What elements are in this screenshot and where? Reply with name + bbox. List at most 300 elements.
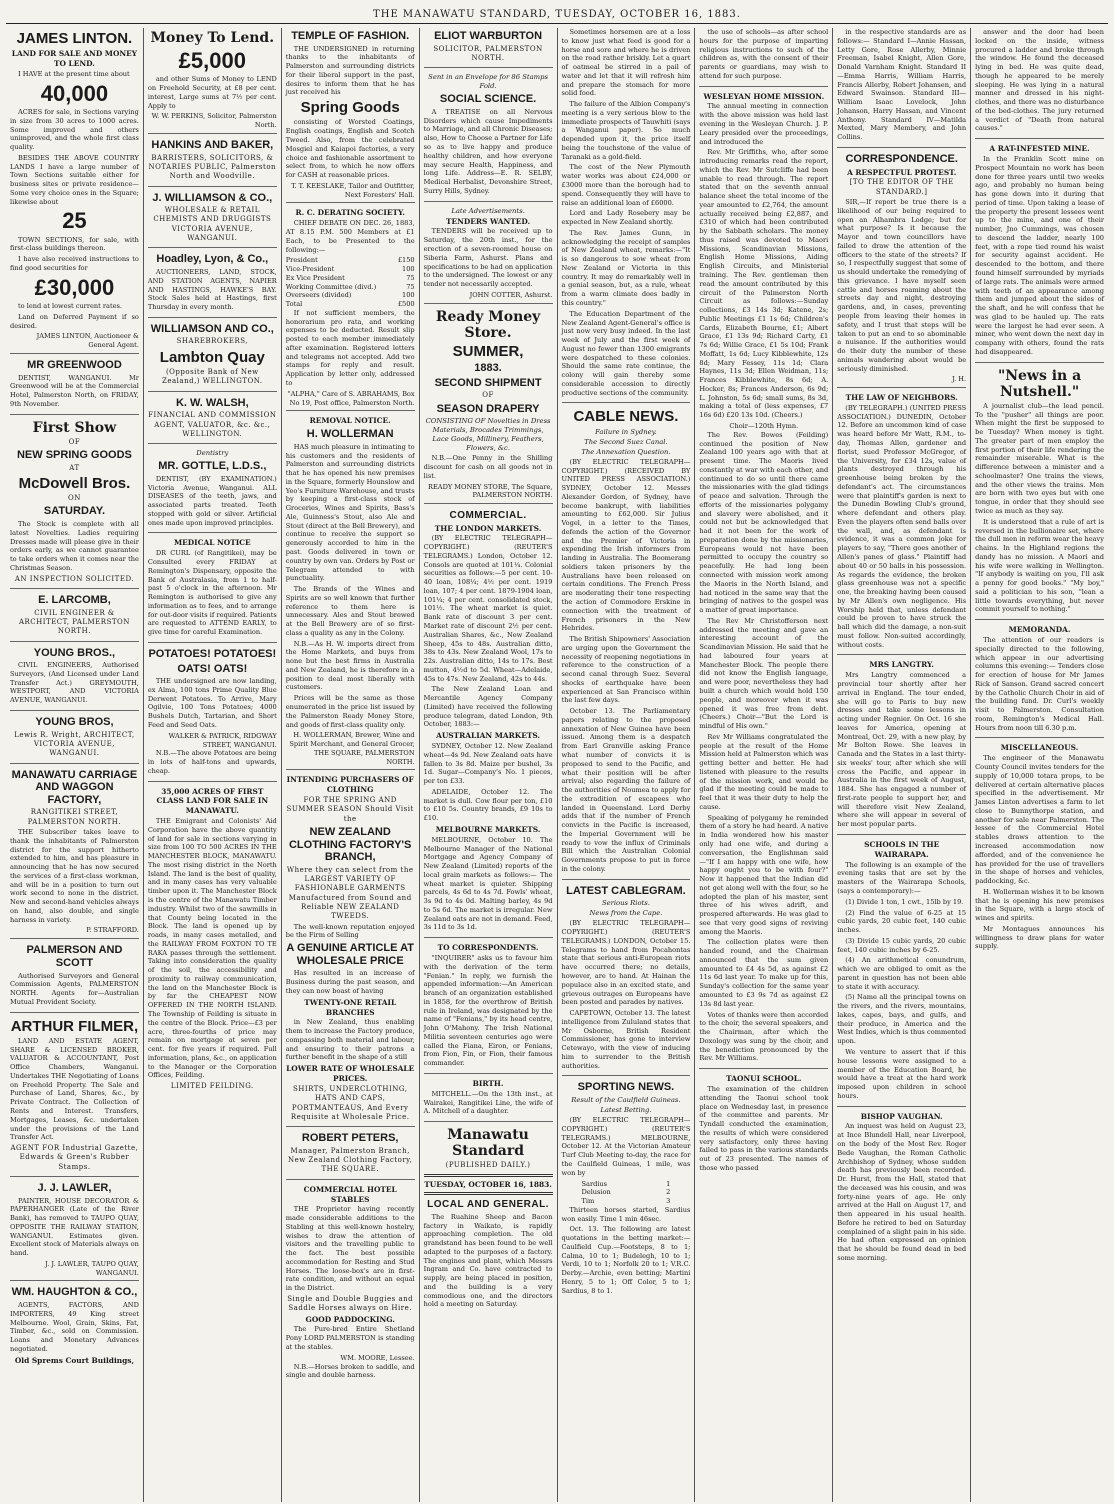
ps-p: Authorised Surveyors and General Commission Agents, PALMERSTON NORTH. Agents for—Australian Mutual Provident Society.: [10, 971, 139, 1006]
rms-drapery: SEASON DRAPERY: [436, 402, 540, 415]
rms-year: 1883.: [474, 362, 502, 375]
sporting-section: [562, 1081, 691, 1300]
fail-hd: Failure in Sydney.: [595, 427, 657, 436]
linton-p2: ACRES for sale, in Sections varying in size from 30 acres to 1000 acres. Some improved and others unimproved, and the whole first class quality.: [10, 108, 139, 152]
london-p: (BY ELECTRIC TELEGRAPH—COPYRIGHT.) (REUTER'S TELEGRAMS.) London, October 12. Consols are quoted at 101¼. Colonial securities as follows:—5 per cent. 10-40 loan, 108¼; 4½ per cent. 1919 loan, 107; 4 per cent. 1879-1904 loan, 101¼; 4 per cent. consolidated stock, 101½. The wheat market is quiet. Bank rate of discount 3 per cent. Market rate of discount 2½ per cent. Australian Shares, &c., New Zealand Sheep, 45s to 48s. Australian ditto, 38s to 43s. New Zealand Wool, 17s to 22s. Australian ditto, 14s to 17s. Best mutton, 4½d to 5d. Wheat—Adelaide, 45s to 47s. New Zealand, 42s to 44s.: [423, 534, 553, 683]
removal-sig: H. WOLLERMAN, Brewer, Wine and Spirit Merchant, and General Grocer, THE SQUARE, PALMERSTON NORTH.: [289, 731, 415, 766]
linton-big3: £30,000: [34, 274, 115, 300]
mcd-at: AT: [69, 463, 80, 472]
palmerson-ad: [10, 944, 139, 1012]
taonui-hd: TAONUI SCHOOL.: [726, 1074, 802, 1084]
ms-date: TUESDAY, OCTOBER 16, 1883.: [424, 1179, 552, 1189]
manchester-hd: 35,000 ACRES OF FIRST CLASS LAND FOR SALE IN MANAWATU.: [156, 786, 269, 816]
column-2: [144, 28, 282, 1502]
young2-ad: [10, 716, 139, 764]
nut-p: A journalist club—the lead pencil. To the "pusher" all things are poor. When might the first be supposed to be Tuesday? When money is tight. The greater part of men employ the first portion of their life rendering the remainder miserable. What is the difference between a minister and a schoolmaster? One trains the views, and the other views the trains. Men are born with two eyes but with one tongue, in order that they should see twice as much as they say.: [975, 401, 1104, 516]
potatoes-ad: [148, 648, 277, 782]
mcd-on: ON: [68, 494, 81, 503]
temple-sig: T. T. KEESLAKE, Tailor and Outfitter, Next Foresters' Hall.: [291, 181, 415, 199]
misc-p: The engineer of the Manawatu County Council invites tenders for the supply of 10,000 totara props, to be delivered at certain alternative places specified in the advertisement. Mr James Linton advertises a farm to let close to Bunnythorpe station, and another for sale near Palmerston. The lessee of the Commercial Hotel stables draws attention to the increased accommodation now afforded, and of the convenience he has provided for the use of travellers in the shape of horses and vehicles, paddocking, &c.: [975, 754, 1104, 886]
rms-sig: READY MONEY STORE, The Square, PALMERSTON NORTH.: [428, 482, 553, 500]
suez-hd: The Second Suez Canal.: [584, 437, 668, 446]
c5-p2: The failure of the Albion Company's meeting is a very serious blow to the immediate prospects of Tauwhiti (says a Wanganui paper). So much depended upon it, the price itself being the touchstone of the value of Taranaki as a gold-field.: [561, 100, 691, 161]
caul-hd: Result of the Caulfield Guineas.: [571, 1096, 681, 1105]
wesley-p2: Rev. Mr Griffiths, who, after some introducing remarks read the report, which the Rev. Mr Sutcliffe had been unable to read through. The report stated that on the seventh annual balance sheet the total income of the year amounted to £2,764, the amount actually received being £2,887, and £310 of which had been contributed by the Sabbath scholars. The money thus raised was devoted to Maori Missions, Scandinavian Missions, English Home Missions, Aiding English Circuits, and Ministerial training. The Rev. gentleman then read the amount contributed by this circuit of the Palmerston North Circuit as follows:—Sunday collections, £3 14s 3d; Katene, 2s; Public Meetings £1 1s 6d; Children's Cards, Elizabeth Bourne, £1; Albert Grace, £1 13s 9d; Richard Carty, £1 7s 6d; Willie Grace, £1 5s 10d; Frank Moffatt, 1s 6d; Lucy Kibblewhite, 12s 8d; Mary Fessey, 11s 1d; Clara Haynes, 11s 3d; Ellen Weidman, 11s; Frances Kibblewhite, 8s 6d; A. Hocker, 8s; Frances Anderson, 6s 9d; L. Johnston, 5s 6d; small sums, 8s 3d, making a total of (less expenses, £7 16s 6d) £20 13s 10d. (Cheers.): [699, 148, 829, 420]
lambton-p: (Opposite Bank of New Zealand,) WELLINGTON.: [161, 368, 263, 386]
waira-hd: SCHOOLS IN THE WAIRARAPA.: [864, 840, 940, 859]
prize-row: [286, 291, 415, 300]
wesley-choir: Choir—120th Hymn.: [729, 422, 799, 430]
prize-row: [286, 300, 415, 309]
rms-ad: [424, 309, 553, 505]
taonui-section: [699, 1074, 828, 1178]
horse-name: Tim: [581, 1197, 595, 1206]
mcd-of: OF: [68, 437, 81, 446]
clothing-p3: The well-known reputation enjoyed be the Firm of Selling: [285, 922, 415, 940]
rms-hd: Ready Money Store.: [435, 308, 541, 341]
hankins-ad: [148, 139, 277, 187]
prize-row: [286, 274, 415, 283]
rat-p: In the Franklin Scott mine on Prospect Mountain no work has been done for three years until two weeks ago, and probably no human being has gone down into it during that period of time. Upon taking a lease of the property the present lessees went up to the mine, and one of their number, Jno Cummings, was chosen to descend the ladder, nearly 100 feet, with a rope tied round his waist for security against accident. He descended to the bottom, and there found himself surrounded by myriads of large rats. The animals were armed with teeth of an appearance among them and jumped about the sides of the shaft, and he will confess that he was glad to be hauled up. The rats were the largest he had ever seen. A miner, who went down the next day in company with others, found the rats had disappeared.: [975, 155, 1104, 356]
medical-p: DR CURL (of Rangitikei), may be Consulted every FRIDAY at Remington's Dispensary, opposite the Bank of Australasia, from 1 to half-past 5 o'clock in the afternoon. Mr Remington is authorised to give any information as to fees, and to arrange for out-door visits if required. Patients are requested to ATTEND EARLY, to give time for careful Examination.: [147, 549, 277, 637]
linton-big2: 25: [62, 208, 87, 234]
columns: [6, 28, 1108, 1502]
linton-p7: Land on Deferred Payment if so desired.: [10, 312, 139, 330]
cable-p3: October 13. The Parliamentary papers relating to the proposed annexation of New Guinea have been issued. Among them is a despatch from Earl Granville asking France what number of convicts it is proposed to send to the Pacific, and what their position will be after arrival; also regarding the failure of the authorities of Noumea to apply for the extradition of escapees who landed in Queensland. Lord Derby adds that if the number of French convicts in the Pacific is increased, the Imperial Government will be ready to vow the influx of Criminals Bill which the Australian Colonial Governments propose to put in force in the colony.: [561, 707, 691, 873]
birth-hd: BIRTH.: [472, 1078, 504, 1088]
cwf-addr: RANGITIKEI STREET, PALMERSTON NORTH.: [27, 808, 122, 826]
wesley-p8: Votes of thanks were then accorded to the choir, the several speakers, and the Chairman, after which the Doxology was sung by the choir, and the benediction pronounced by the Rev. Mr Williams.: [699, 1010, 829, 1063]
horse-row: [582, 1188, 671, 1197]
vaughan-p: An inquest was held on August 23, at Ince Blundell Hall, near Liverpool, on the body of the Most Rev. Roger Bede Vaughan, the Roman Catholic Archbishop of Sydney, whose sudden death has previously been recorded. Dr. Hurst, from the Hall, stated that the deceased was his cousin, and was forty-nine years of age. He only arrived at the Hall on August 17, and then appeared in his usual health. Before he retired to bed on Saturday complained of a slight pain in his side. He had often expressed an opinion that he should be found dead in bed some morning.: [837, 1122, 967, 1262]
prize-row: [286, 265, 415, 274]
c8-intro: [975, 28, 1104, 139]
clothing-ad: [286, 775, 415, 1127]
column-6: [695, 28, 833, 1502]
linton-p3: BESIDES THE ABOVE COUNTRY LANDS I have a large number of Town Sections suitable either for business sites or private residence—Some very choice ones in the Square; likewise about: [10, 153, 139, 206]
removal-hd: REMOVAL NOTICE.: [309, 416, 391, 426]
corr-hd: TO CORRESPONDENTS.: [437, 943, 539, 953]
wesley-p: The annual meeting in connection with the above mission was held last evening in the Wesleyan Church. J. P. Leary presided over the proceedings, and introduced the: [699, 102, 829, 146]
clothing-hd: INTENDING PURCHASERS OF CLOTHING: [286, 775, 414, 795]
social-hd: SOCIAL SCIENCE.: [439, 93, 537, 106]
prize-list: [286, 256, 415, 309]
serious-hd: Serious Riots.: [601, 899, 650, 908]
potatoes-hd: POTATOES! POTATOES!: [148, 647, 277, 660]
stables-p: THE Proprietor having recently made considerable additions to the Stabling at this well-known hostelry, wishes to draw the attention of visitors and the travelling public to the fact. The best possible accommodation for Resting and Stud Horses. The loose-box's are in first-rate condition, and without an equal in the District.: [285, 1205, 415, 1293]
misc-hd: MISCELLANEOUS.: [1000, 743, 1079, 753]
protest-to: [TO THE EDITOR OF THE STANDARD.]: [849, 178, 954, 196]
tenders-ad: [424, 207, 553, 304]
wilson-ad: [148, 323, 277, 392]
masthead: [6, 6, 1108, 24]
clothing-name: NEW ZEALAND CLOTHING FACTORY'S BRANCH,: [288, 825, 412, 864]
latest-hd: LATEST CABLEGRAM.: [566, 884, 686, 897]
latest-section: [562, 885, 691, 1077]
potatoes-sig: WALKER & PATRICK, RIDGWAY STREET, WANGANUI.: [168, 731, 277, 749]
rc-sig: "ALPHA," Care of S. ABRAHAMS, Box No 19, Post office, Palmerston North.: [287, 389, 415, 407]
c5-p1: Sometimes horsemen are at a loss to know just what feed is good for a horse and sore and where he is driven on the road rather briskly. Let a quart of oatmeal be stirred in a pail of water and let that it will refresh him and prepare the stomach for more solid food.: [561, 28, 691, 98]
stables-ad: [286, 1185, 415, 1385]
misc-end: Mr Montagues announces his willingness to draw plans for water supply.: [975, 924, 1104, 951]
c5-p4: Lord and Lady Rosebery may be expected in New Zealand shortly.: [561, 209, 691, 227]
linton-sig: JAMES LINTON, Auctioneer & General Agent.: [36, 332, 139, 350]
horse-name: Sardius: [581, 1179, 608, 1188]
standard-masthead: [424, 1127, 553, 1314]
ms-name: Manawatu Standard: [447, 1127, 529, 1160]
local-p: The Ruahine Sheep and Bacon factory in Waikato, is rapidly approaching completion. The old grandstand has been found to be well adapted to the purposes of a factory. The engines and plant, which Messrs Ingram and Co. have contracted to supply, are being placed in position, and the building is a very commodious one, and the directors hold a meeting on Saturday.: [423, 1212, 553, 1309]
stables-nb: N.B.—Horses broken to saddle, and single and double harness.: [285, 1362, 415, 1380]
hankins-p: BARRISTERS, SOLICITORS, & NOTARIES PUBLIC, Palmerston North and Woodville.: [148, 153, 277, 181]
manchester-p: THE Emigrant and Colonists' Aid Corporation have the above quantity of land for sale in sections varying in size from 100 TO 500 ACRES IN THE MANCHESTER BLOCK, MANAWATU. The most rising district in the North Island. The land is the best of quality, and in many cases has very valuable timber upon it. The Manchester Block is the centre of the Manawatu Timber industry. Whilst two of the sawmills in that County being located in the Block. The land is opened up by roads, in many cases metalled, and the RAILWAY FROM FOXTON TO TE RAKA passes through the settlement. Taking into consideration the quality of the soil, the accessibility and proximity to railway communication, the land on the Manchester Block is by far the CHEAPEST NOW OFFERED IN THE NORTH ISLAND. The Township of Feilding is situate in the centre of the Block. Price—£3 per acre, three-fourths of price may remain on mortgage at seven per cent. for five years if required. Full information, plans, &c., on application to the Manager or the Corporation Offices, Feilding.: [147, 817, 277, 1080]
medical-hd: MEDICAL NOTICE: [173, 538, 251, 548]
wesley-p7: The collection plates were then handed round, and the Chairman announced that the sum given amounted to £4 4s 5d, as against £2 11s 6d last year. To make up for this, Sunday's collection for the same year amounted to £3 9s 7d as against £2 13s 8d last year.: [699, 938, 829, 1008]
wesley-section: [699, 92, 828, 1070]
latest-p: (BY ELECTRIC TELEGRAPH—COPYRIGHT.) (REUTER'S TELEGRAMS.) LONDON, October 15. Telegrams to hand from Pocahontas state that serious anti-European riots have occurred there; no details, however, are to hand. At Hainan the populace also in an excited state, and grievous outrages on Europeans have been posted and parades by natives.: [561, 919, 691, 1007]
money-amt: £5,000: [178, 48, 246, 74]
greenwood-ad: [10, 359, 139, 415]
haughton-p: AGENTS, FACTORS, AND IMPORTERS, 49 King street Melbourne. Wool, Grain, Skins, Fat, Timber, &c., sold on Commission. Loans and Monetary Advances negotiated.: [10, 1301, 139, 1353]
stables-p3: The Pure-bred Entire Shetland Pony LORD PALMERSTON is standing at the stables.: [285, 1325, 415, 1351]
tenders-p: TENDERS will be received up to Saturday, the 20th inst., for the erection of a seven-roomed house on Siberia Farm, Ashurst. Plans and specifications to be had on application to the undersigned. The lowest or any tender not necessarily accepted.: [423, 227, 553, 289]
linton-p1: I HAVE at the present time about: [18, 69, 130, 78]
column-1: [6, 28, 144, 1502]
young1-ad: [10, 647, 139, 711]
clothing-p2: Where they can select from the LARGEST VARIETY OF FASHIONABLE GARMENTS Manufactured from Sound and Reliable NEW ZEALAND TWEEDS.: [286, 865, 414, 921]
c5-p6: The Education Department of the New Zealand Agent-General's office is just now very busy indeed. In the last week of July and the first week of August no fewer than 1300 emigrants were despatched to these colonies. Should the same rate continue, the colony will gain thereby some considerable accession to directly productive sections of the community.: [561, 309, 691, 397]
local-hd: LOCAL AND GENERAL.: [427, 1199, 549, 1211]
horse-row: [582, 1197, 671, 1206]
clothing-branches: TWENTY-ONE RETAIL BRANCHES: [304, 997, 397, 1017]
lawler-ad: [10, 1182, 139, 1282]
cable-section: [562, 408, 691, 879]
filmer-name: ARTHUR FILMER,: [10, 1017, 139, 1035]
protest-hd: A RESPECTFUL PROTEST.: [847, 167, 957, 177]
cable-hd: CABLE NEWS.: [573, 408, 679, 426]
clothing-genuine: A GENUINE ARTICLE AT WHOLESALE PRICE: [286, 942, 414, 967]
hankins-name: HANKINS AND BAKER,: [151, 138, 274, 151]
waira-p4: We venture to assert that if this house lessons were assigned to a member of the Education Board, he would have a treat at the hard work imposed upon children in school hours.: [837, 1048, 967, 1100]
social-p: A TREATISE on all Nervous Disorders which cause Impediments to Marriage, and all Chronic Diseases; also, How to Choose a Partner for Life so as to live happy and produce healthy children, and how everyone may secure Health, Happiness, and long Life. Address—E. R. SELBY, Medical Herbalist, Devonshire Street, Surry Hills, Sydney.: [423, 107, 553, 195]
nutshell-section: [975, 368, 1104, 621]
sporting-p3: Oct. 13. The following are latest quotations in the betting market:—Caulfield Cup.—Footsteps, 8 to 1; Calma, 10 to 1; Budelegh, 10 to 1; Verdi, 10 to 1; Norfolk 20 to 1; V.R.C. Derby.—Archie, even betting; Martini Henry, 5 to 1; Off Color, 5 to 1; Sardius, 8 to 1.: [561, 1225, 691, 1295]
horse-place: 3: [666, 1197, 671, 1206]
lawler-name: J. J. LAWLER,: [37, 1181, 112, 1194]
taonui-p: The examination of the children attending the Taonui school took place on Wednesday last, in presence of the committee and parents. Mr Tyndall conducted the examination, the results of which were considered very satisfactory, only three having failed to pass in the various standards out of 23 presented. The names of those who passed: [699, 1084, 829, 1172]
corr-p: "INQUIRER" asks us to favour him with the derivation of the term "Fenian." In reply, we furnish the appended information:—An American branch of an organization established in 1858, for the overthrow of British rule in Ireland, was designated by the name of "Fenians," by its head centre, John O'Mahony. The Irish National Militia seventeen centuries ago were called the Fiana, Eiron, or Fenians, from Fion, Fin, or Fion, their famous commander.: [423, 954, 553, 1068]
rc-ad: [286, 208, 415, 411]
memo-section: [975, 625, 1104, 738]
horse-place: 2: [666, 1188, 671, 1197]
walsh-ad: [148, 397, 277, 445]
c8-p1: answer and the door had been locked on the inside, witness procured a ladder and broke through the window. He found the deceased lying in bed. He was quite dead, though he appeared to be merely sleeping. He was lying in a natural manner and dressed in his night-clothes, and there was no disturbance of the bed-clothes. The jury returned a verdict of "Death from natural causes.": [975, 28, 1104, 133]
waira-p: The following is an example of the evening tasks that are set by the masters of the Wairarapa Schools, (says a contemporary):—: [837, 860, 967, 895]
mcd-spring: NEW SPRING GOODS: [16, 449, 132, 461]
local-continued: [562, 28, 691, 403]
c5-p3: The cost of the New Plymouth water works was about £24,000 or £3000 more than the borough had to spend. Consequently they will have to raise an additional loan of £6000.: [561, 163, 691, 207]
peters-p: Manager, Palmerston Branch, New Zealand Clothing Factory, THE SQUARE.: [287, 1146, 413, 1174]
birth-p: MITCHELL.—On the 13th inst., at Wairakei, Rangitikei Line, the wife of A. Mitchell of a daughter.: [423, 1089, 553, 1116]
clothing-p5: in New Zealand, thus enabling them to increase the Factory produce, compassing both material and labour, and ensuring to their patrons a further benefit in the shape of a still: [285, 1018, 415, 1062]
commercial-hd: COMMERCIAL.: [449, 510, 527, 522]
mcd-p: The Stock is complete with all latest Novelties. Ladies requiring Dresses made will please give in their orders early, as we cannot guarantee to take orders when it comes near the Christmas Season.: [10, 520, 139, 572]
greenwood-name: MR GREENWOOD: [27, 358, 122, 371]
stables-paddock: GOOD PADDOCKING.: [305, 1314, 395, 1324]
williamson-p: WHOLESALE & RETAIL CHEMISTS AND DRUGGISTS VICTORIA AVENUE, WANGANUI.: [153, 206, 272, 243]
money-ad: [148, 30, 277, 134]
haughton-end: Old Sprems Court Buildings,: [14, 1355, 135, 1365]
clothing-lower: LOWER RATE OF WHOLESALE PRICES.: [286, 1064, 415, 1084]
linton-p6: to lend at lowest current rates.: [18, 302, 122, 311]
horse-name: Delusion: [581, 1188, 611, 1197]
prize-name: Total: [285, 300, 303, 309]
haughton-name: WM. HAUGHTON & CO.,: [11, 1286, 138, 1299]
walsh-p: FINANCIAL AND COMMISSION AGENT, VALUATOR, &c. &c., WELLINGTON.: [148, 411, 277, 438]
sporting-p: (BY ELECTRIC TELEGRAPH—COPYRIGHT.) (REUTER'S TELEGRAMS.) MELBOURNE, October 12. At the Victorian Amateur Turf Club Meeting to-day, the race for the Caulfield Guineas, 1 mile, was won by: [561, 1116, 691, 1177]
clothing-p6: SHIRTS, UNDERCLOTHING, HATS AND CAPS, PORTMANTEAUS, And Every Requisite at Wholesale Price.: [290, 1084, 410, 1121]
temple-p: THE UNDERSIGNED in returning thanks to the inhabitants of Palmerston and surrounding districts for their liberal support in the past, desires to inform them that he has just received his: [285, 44, 415, 97]
c7-corr-hd: CORRESPONDENCE.: [845, 152, 958, 165]
hoadley-ad: [148, 253, 277, 317]
wilson-name: WILLIAMSON AND CO.,: [150, 322, 274, 335]
vaughan-hd: BISHOP VAUGHAN.: [860, 1111, 943, 1121]
warburton-name: ELIOT WARBURTON: [434, 30, 543, 42]
rms-of: OF: [482, 391, 494, 400]
task-item: (1) Divide 1 ton, 1 cwt., 15lb by 19.: [845, 897, 964, 906]
prize-name: Vice-President: [285, 265, 335, 274]
misc-section: [975, 743, 1104, 956]
prize-name: President: [285, 256, 318, 265]
masthead-title: THE MANAWATU STANDARD, TUESDAY, OCTOBER 16, 1883.: [373, 9, 741, 20]
prize-name: Ex Vice President: [285, 273, 345, 282]
memo-hd: MEMORANDA.: [1008, 625, 1071, 635]
prize-value: 75: [406, 282, 415, 291]
money-sig: W. W. PERKINS, Solicitor, Palmerston North.: [151, 112, 277, 130]
column-8: [971, 28, 1108, 1502]
wesley-p3: The Rev. Bowes (Feilding) continued the position of New Zealand 100 years ago with that at present time. The Maoris lived constantly at war with each other, and continued to do so until there came the missionaries with the glad tidings of peace and salvation. Through the efforts of the missionaries polygamy and slavery were abolished, and it could not but be acknowledged that had it not been for the work of preparation done by the missionaries, Europeans would not have been permitted to occupy the country so peacefully. He had long been connected with mission work among the Maoris in the North Island, and had noticed in the same way that the bringing of natives to the gospel was a matter of great importance.: [699, 430, 829, 615]
late-hd: Late Advertisements.: [451, 206, 525, 215]
wilson-p: SHAREBROKERS,: [176, 337, 248, 346]
misc-p2: H. Wollerman wishes it to be known that he is opening his new premises in the Square, with a large stock of wines and spirits.: [975, 887, 1104, 923]
filmer-p: LAND AND ESTATE AGENT, SHARE & LICENSED BROKER, VALUATOR & ACCOUNTANT, Post Office Chambers, Wanganui. Undertakes THE Negotiating of Loans on Freehold Property. The Sale and Purchase of Land, Shares, &c., by Private Contract. The Collection of Rents and Interest. Transfers, Mortgages, Leases, &c. undertaken under the provisions of the Land Transfer Act.: [10, 1036, 139, 1142]
gittos-name: MR. GOTTLE, L.D.S.,: [158, 460, 267, 473]
waira-section: [837, 840, 966, 1107]
c5-p5: The Rev. James Gunn, in acknowledging the receipt of samples of New Zealand wheat, remarks:—"It is so dangerous to sow wheat from New Zealand or Victoria in this country. It may do remarkably well in a genial season, but, as a rule, wheat from a warm climate does badly in this country.": [561, 228, 691, 307]
birth-section: [424, 1079, 553, 1122]
austr-hd: AUSTRALIAN MARKETS.: [436, 731, 540, 741]
peters-name: ROBERT PETERS,: [301, 1132, 399, 1145]
horse-row: [582, 1180, 671, 1189]
clothing-p4: Has resulted in an increase of Business during the past season, and they can now boast of having: [285, 969, 415, 995]
nut-p2: It is understood that a rule of art is reversed in the bullionaire set, where the dull men in reform wear the heavy chains. In the Highland regions the dandy has no mission. A Maori and his wife were walking in Wellington. "If anybody is waiting on you, I'll ask a penny for good books." "My boy," said a politician to his son, "lean a little towards everything, but never commit yourself to nothing.": [975, 517, 1104, 614]
horse-place: 1: [666, 1179, 671, 1188]
removal-ad: [286, 416, 415, 770]
rc-hd: R. C. DERATING SOCIETY.: [295, 208, 405, 218]
larcomb-name: E. LARCOMB,: [38, 594, 111, 607]
carriage-ad: [10, 769, 139, 940]
dentist-ad: [148, 449, 277, 533]
stables-p2: Single and Double Buggies and Saddle Horses always on Hire.: [287, 1295, 414, 1313]
waira-p2: (4) An arithmetical conundrum, which we are obliged to omit as the parent in question has not been able to state it with accuracy.: [837, 956, 967, 991]
capetown-p: CAPETOWN, October 13. The latest intelligence from Zululand states that Mr Osborne, British Resident Commissioner, has gone to interview Cetewayo, with the view of inducing him to surrender to the British authorities.: [561, 1009, 691, 1070]
oats-hd: OATS! OATS!: [177, 662, 248, 675]
prize-name: Overseers (divided): [285, 291, 352, 300]
young1-p: CIVIL ENGINEERS, Authorised Surveyors, (And Licensed under Land Transfer Act.) GREYMOUTH, WESTPORT, AND VICTORIA AVENUE, WANGANUI.: [10, 661, 139, 705]
filmer-ad: [10, 1018, 139, 1177]
corr-section-2: [837, 153, 966, 388]
prize-name: Working Committee (divd.): [285, 282, 377, 291]
cwf-p: THE Subscriber takes leave to thank the inhabitants of Palmerston district for the support hitherto extended to him, and has pleasure in announcing that he has now secured the services of a first-class workman, and will be in a position to turn out work second to none in the district. New and second-hand vehicles always on hand, also double, and single harness in variety.: [10, 828, 139, 924]
hoadley-p: AUCTIONEERS, LAND, STOCK, AND STATION AGENTS, NAPIER AND HASTINGS, HAWKE'S BAY. Stock Sales held at Hastings, first Thursday in every month.: [147, 267, 277, 312]
column-3: [282, 28, 420, 1502]
langtry-p: Mrs Langtry commenced a provincial tour shortly after her arrival in England. The tour ended, she will go to Paris to buy new dresses and take some lessons in acting under Regnier. On Oct. 16 she leaves for America, opening at Montreal, Oct. 29, with a new play, by Mr Bolton Rowe. She leaves in Canada and the States in a last thirty-six weeks' tour, after which she will cross the Pacific, and appear in Australia in the first week of August, 1884. She has engaged a number of first-rate people to support her, and will therefore visit New Zealand, where she will appear in several of her most popular parts.: [837, 671, 967, 829]
adel-p: ADELAIDE, October 12. The market is dull. Cow flour per ton, £10 to £10 5s. Country brands, £9 10s to £10.: [423, 787, 553, 823]
sporting-hd: SPORTING NEWS.: [577, 1081, 675, 1094]
warburton-p: SOLICITOR, PALMERSTON NORTH.: [433, 44, 543, 62]
c7-p1: in the respective standards are as follows:— Standard I—Annie Hassan, Letty Gore, Rose Allerby, Minnie Freeman, Isabel Knight, Allen Gore, Donald Varnham Knight. Standard II—Emma Harris, William Harris, Francis Allerby, Robert Johansen, and Edward Swainson. Standard III—William Isaac Lovelock, John Johanson, Harry Hassan, and Vincent Anthony. Standard IV—Matilda Mexted, Mary Membery, and John Collins.: [837, 28, 967, 142]
task-item: (3) Divide 15 cubic yards, 20 cubic feet, 140 cubic inches by 6-25.: [837, 936, 967, 954]
rat-hd: A RAT-INFESTED MINE.: [989, 144, 1090, 154]
linton-ad: [10, 30, 139, 354]
walsh-name: K. W. WALSH,: [175, 396, 249, 409]
peters-ad: [286, 1132, 415, 1180]
tenders-hd: TENDERS WANTED.: [445, 216, 531, 226]
law-p: (BY TELEGRAPH.) (UNITED PRESS ASSOCIATION.) DUNEDIN, October 12. Before an uncommon kind of case was heard before Mr Watt, R.M., to-day, Thomas Allen, gardener and florist, sued Professor McGregor, of the University, for £34 12s, value of plants destroyed through his greenhouse being broken by the defendant's act. The circumstances were that plaintiff's garden is next to the Dunedin Bowling Club's ground, where defendant and others play. Even the players often send balls over the wall, and, as defendant is evidence, it was a common joke for players to say, "There goes another of Allen's panes of glass." Plaintiff had about 40 or 50 balls in his possession. As regards the evidence, the broken glass greenhouse was not a specific one, the breaking having been caused by Mr Allen's own negligence. His Worship held that, unless defendant could be proven to have struck the ball which did the damage, a non-suit must follow. Non-suited accordingly, without costs.: [837, 403, 967, 649]
linton-big1: 40,000: [40, 80, 109, 106]
c7-intro: [837, 28, 966, 148]
cape-hd: News from the Cape.: [589, 909, 663, 918]
young2-name: YOUNG BROS,: [35, 716, 114, 729]
manchester-end: LIMITED FEILDING.: [170, 1082, 254, 1091]
money-title: Money To Lend.: [150, 30, 275, 46]
spring-goods: Spring Goods: [300, 99, 400, 117]
horse-list: [562, 1180, 691, 1206]
rms-nb: N.B.—One Penny in the Shilling discount for cash on all goods not in list.: [423, 454, 553, 480]
column-4: [420, 28, 558, 1502]
mcd-day: SATURDAY.: [43, 505, 105, 518]
temple-ad: [286, 30, 415, 203]
commercial-section: [424, 509, 553, 938]
wesley-hd: WESLEYAN HOME MISSION.: [703, 91, 825, 101]
langtry-hd: MRS LANGTRY.: [869, 660, 934, 670]
medical-ad: [148, 538, 277, 643]
removal-p2: The Brands of the Wines and Spirits are so well known that further reference to them here is unnecessary. Ales and Stout brewed at the Bell Brewery are of so first-class a quality as any in the Colony.: [285, 585, 415, 637]
manchester-ad: [148, 787, 277, 1096]
nut-hd: "News in a Nutshell.": [997, 367, 1082, 400]
removal-p3: Prices will be the same as those enumerated in the price list issued by the Palmerston Ready Money Store, and goods of first-class quality only.: [285, 694, 415, 729]
protest-p: SIR,—If report be true there is a likelihood of our being required to open an Alhambra Lodge; but for what purpose? Is it because the Mayor and town councillors have failed to draw the attention of the officers to the state of the streets? If so, I respectfully suggest that some of us should undertake the remedying of this grievance. I have myself seen cattle and horses roaming about the streets day and night, destroying gardens, and, in cases, preventing people from leaving their homes in safety, and I trust that steps will be taken to put an end to so abominable a nuisance. If the authorities would do their duty the number of these animals wandering about would be seriously diminished.: [837, 198, 967, 373]
prize-value: £500: [397, 300, 415, 309]
linton-name: JAMES LINTON.: [16, 30, 133, 47]
ps-name: PALMERSON AND SCOTT: [26, 944, 123, 969]
warburton-ad: [424, 30, 553, 68]
young1-name: YOUNG BROS.,: [33, 646, 116, 659]
linton-p5: I have also received instructions to find good securities for: [10, 255, 139, 273]
social-p0: Sent in an Envelope for 86 Stamps Fold.: [428, 73, 548, 91]
rc-p: CHIEF DEBATE ON DEC. 26, 1883, AT 8.15 P.M. 500 Members at £1 Each, to be Presented to the following:—: [285, 219, 415, 254]
waira-p3: (5) Name all the principal towns on the rivers, and the rivers, mountains, lakes, capes, bays, and gulfs, and their produce, in America and the West Indies, which is thus commented upon.: [837, 993, 967, 1046]
prize-value: 100: [402, 265, 415, 274]
money-p: and other Sums of Money to LEND on Freehold Security, at £8 per cent. interest, Large sums at 7½ per cent. Apply to: [147, 75, 277, 110]
langtry-section: [837, 660, 966, 835]
wolle-name: H. WOLLERMAN: [306, 428, 394, 441]
prize-value: 75: [406, 273, 415, 282]
annex-hd: The Annexation Question.: [581, 447, 671, 456]
protest-sig: J. H.: [951, 375, 967, 384]
williamson-ad: [148, 192, 277, 249]
temple-p2: consisting of Worsted Coatings, English coatings, English and Scotch Tweed. Also, from the celebrated Mosgiel and Kaiapoi factories, a very choice and fashionable assortment to select from, to which he now offers for CASH at reasonable prices.: [285, 118, 415, 180]
lawler-sig: J. J. LAWLER, TAUPO QUAY, WANGANUI.: [45, 1259, 139, 1277]
removal-p: HAS much pleasure in intimating to his customers and the residents of Palmerston and surrounding districts that he has opened his new premises in the Square, formerly Hounslow and Yeo's Furniture Warehouse, and trusts by keeping a first-class stock of Groceries, Wines and Spirits, Bass's Ale, Guinness's Stout, also Ale and Stout (direct at the Bell Brewery), and continue to receive the support so generously accorded to him in the past. Goods delivered in town or country by own van. Orders by Post or Telegram attended to with punctuality.: [285, 442, 415, 583]
mcd-insp: AN INSPECTION SOLICITED.: [14, 574, 135, 583]
prize-row: [286, 283, 415, 292]
williamson-name: J. WILLIAMSON & CO.,: [152, 191, 273, 204]
tenders-sig: JOHN COTTER, Ashurst.: [469, 290, 553, 299]
cable-p: (BY ELECTRIC TELEGRAPH—COPYRIGHT.) (RECEIVED BY UNITED PRESS ASSOCIATION.) SYDNEY, October 12. Messrs Alexander Gordon, of Sydney, have become bankrupt, with liabilities amounting to £62,000. Sir Julius Vogel, in a letter to the Times, defends the action of the Governor and the Premier of Victoria in expending the Irish informers from landing in Australia. The Boomerang soldiers taken prisoners by the Australians have been released on certain conditions. The French Press are moderating their tone respecting the action of Commodore Erskine in connection with the treatment of French prisoners in the New Hebrides.: [561, 457, 691, 633]
wesley-p5: Rev Mr Williams congratulated the people at the result of the Home Mission held at Palmerston which was getting better and better. He had listened with pleasure to the results of the mission work, and would be glad if the meeting could be made to feel that it was their duty to help the cause.: [699, 732, 829, 811]
haughton-ad: [10, 1286, 139, 1369]
wesley-p6: Speaking of polygamy he reminded them of a story he had heard. A native in India wondered how his master only had one wife, and during a conversation, the Englishman said—"If I am happy with one wife, how happy ought you to be with four?" Now it happened that the Indian did not get along well with the four, so he adopted the plan of his master, sent three of his wives adrift, and prospered afterwards. He was glad to see that very good signs of reviving among the Maoris.: [699, 813, 829, 936]
potatoes-nb: N.B.—The above Potatoes are being in lots of half-tons and upwards, cheap.: [147, 749, 277, 775]
austr-p: SYDNEY, October 12. New Zealand wheat—4s 9d. New Zealand oats have fallen to 3s 8d. Maize per bushel, 3s 1d. Sugar—Company's No. 1 pieces, per ton £33.: [423, 742, 553, 786]
rms-second: SECOND SHIPMENT: [434, 376, 542, 389]
london-hd: THE LONDON MARKETS.: [434, 523, 542, 533]
law-section: [837, 393, 966, 655]
stables-hd: COMMERCIAL HOTEL STABLES: [303, 1184, 397, 1204]
young2-p: Lewis R. Wright, ARCHITECT, VICTORIA AVENUE, WANGANUI.: [14, 730, 135, 758]
social-ad: [424, 73, 553, 201]
prize-row: [286, 256, 415, 265]
rat-section: [975, 144, 1104, 362]
larcomb-ad: [10, 594, 139, 642]
london-p2: The New Zealand Loan and Mercantile Agency Company (Limited) have received the following produce telegram, dated London, 9th October, 1883:—: [423, 685, 553, 729]
task-item: (2) Find the value of 6-25 at 15 cubic yards, 20 cubic feet, 140 cubic inches.: [837, 908, 967, 935]
melb-p: MELBOURNE, October 10. The Melbourne Manager of the National Mortgage and Agency Company of New Zealand (Limited) reports of the local grain markets as follows:— The wheat market is quieter. Shipping parcels, 4s 6d to 4s 7d. Fowls' wheat, 3s 9d to 4s 0d. Malting barley, 4s 9d to 5s 6d. The market is irregular. New Zealand oats are not in demand. Feed, 3s 11d to 3s 1d.: [423, 835, 553, 932]
removal-nb: N.B.—As H. W. imports direct from the Home Markets, and buys from none but the best firms in Australia and New Zealand, he is therefore in a position to deal most liberally with customers.: [285, 639, 415, 692]
cwf-name: MANAWATU CARRIAGE AND WAGGON FACTORY,: [11, 768, 138, 806]
hoadley-name: Hoadley, Lyon, & Co.,: [156, 253, 269, 266]
melb-hd: MELBOURNE MARKETS.: [435, 824, 541, 834]
column-7: [833, 28, 971, 1502]
clothing-p: FOR THE SPRING AND SUMMER SEASON Should Visit the: [286, 796, 414, 823]
column-5: [558, 28, 696, 1502]
larcomb-p: CIVIL ENGINEER & ARCHITECT, PALMERSTON NORTH.: [18, 608, 130, 636]
c6-p1: the use of schools—as after school hours for the purpose of imparting religious instructions to such of the children as, with the consent of their parents or guardians, may wish to attend for such purpose.: [699, 28, 829, 80]
mcd-name: McDowell Bros.: [18, 474, 131, 492]
gittos-p: DENTIST, (BY EXAMINATION.) Victoria Avenue, Wanganui. ALL DISEASES of the teeth, jaws, and associated parts treated. Teeth stopped with gold or silver. Artificial ones made upon improved principles.: [147, 474, 277, 527]
cwf-sig: P. STRAFFORD.: [86, 926, 139, 935]
mcdowell-ad: [10, 420, 139, 589]
cable-p2: The British Shipowners' Association are urging upon the Government the necessity of reopening negotiations in reference to the construction of a second canal through Suez. Several shocks of earthquake have been experienced at San Francisco within the last few days.: [561, 635, 691, 705]
stables-sig: WM. MOORE, Lessee.: [340, 1353, 415, 1362]
prize-value: £150: [397, 256, 415, 265]
rms-summer: SUMMER,: [452, 342, 524, 360]
law-hd: THE LAW OF NEIGHBORS.: [845, 393, 958, 403]
greenwood-p: DENTIST, WANGANUI. Mr Greenwood will be at the Commercial Hotel, Palmerston North, on FRIDAY, 9th November.: [10, 373, 139, 408]
temple-hd: TEMPLE OF FASHION.: [291, 30, 410, 42]
vaughan-section: [837, 1112, 966, 1268]
prize-value: 100: [402, 291, 415, 300]
wesley-p4: The Rev Mr Christofferson next addressed the meeting and gave an interesting account of the Scandinavian Mission. He said that he had laboured four years at Manchester Block. The people there did not know the English language, and were poor, nevertheless they had built a church which would hold 150 people, and moreover when it was opened it was free from debt. (Cheers.) Choir—"But the Lord is mindful of His own.": [699, 616, 829, 731]
linton-sub: LAND FOR SALE AND MONEY TO LEND.: [11, 49, 138, 69]
dentistry: Dentistry: [196, 449, 229, 458]
rms-p: CONSISTING OF Novelties in Dress Materials, Brocades Trimmings, Lace Goods, Millinery, Feathers, Flowers, &c.: [425, 417, 551, 453]
c6-intro: [699, 28, 828, 87]
lambton: Lambton Quay: [159, 348, 265, 366]
sporting-p2: Thirteen horses started, Sardius won easily. Time 1 min 46sec.: [561, 1205, 691, 1223]
mcd-first: First Show: [32, 419, 117, 436]
ms-pub: (PUBLISHED DAILY.): [445, 1161, 531, 1170]
